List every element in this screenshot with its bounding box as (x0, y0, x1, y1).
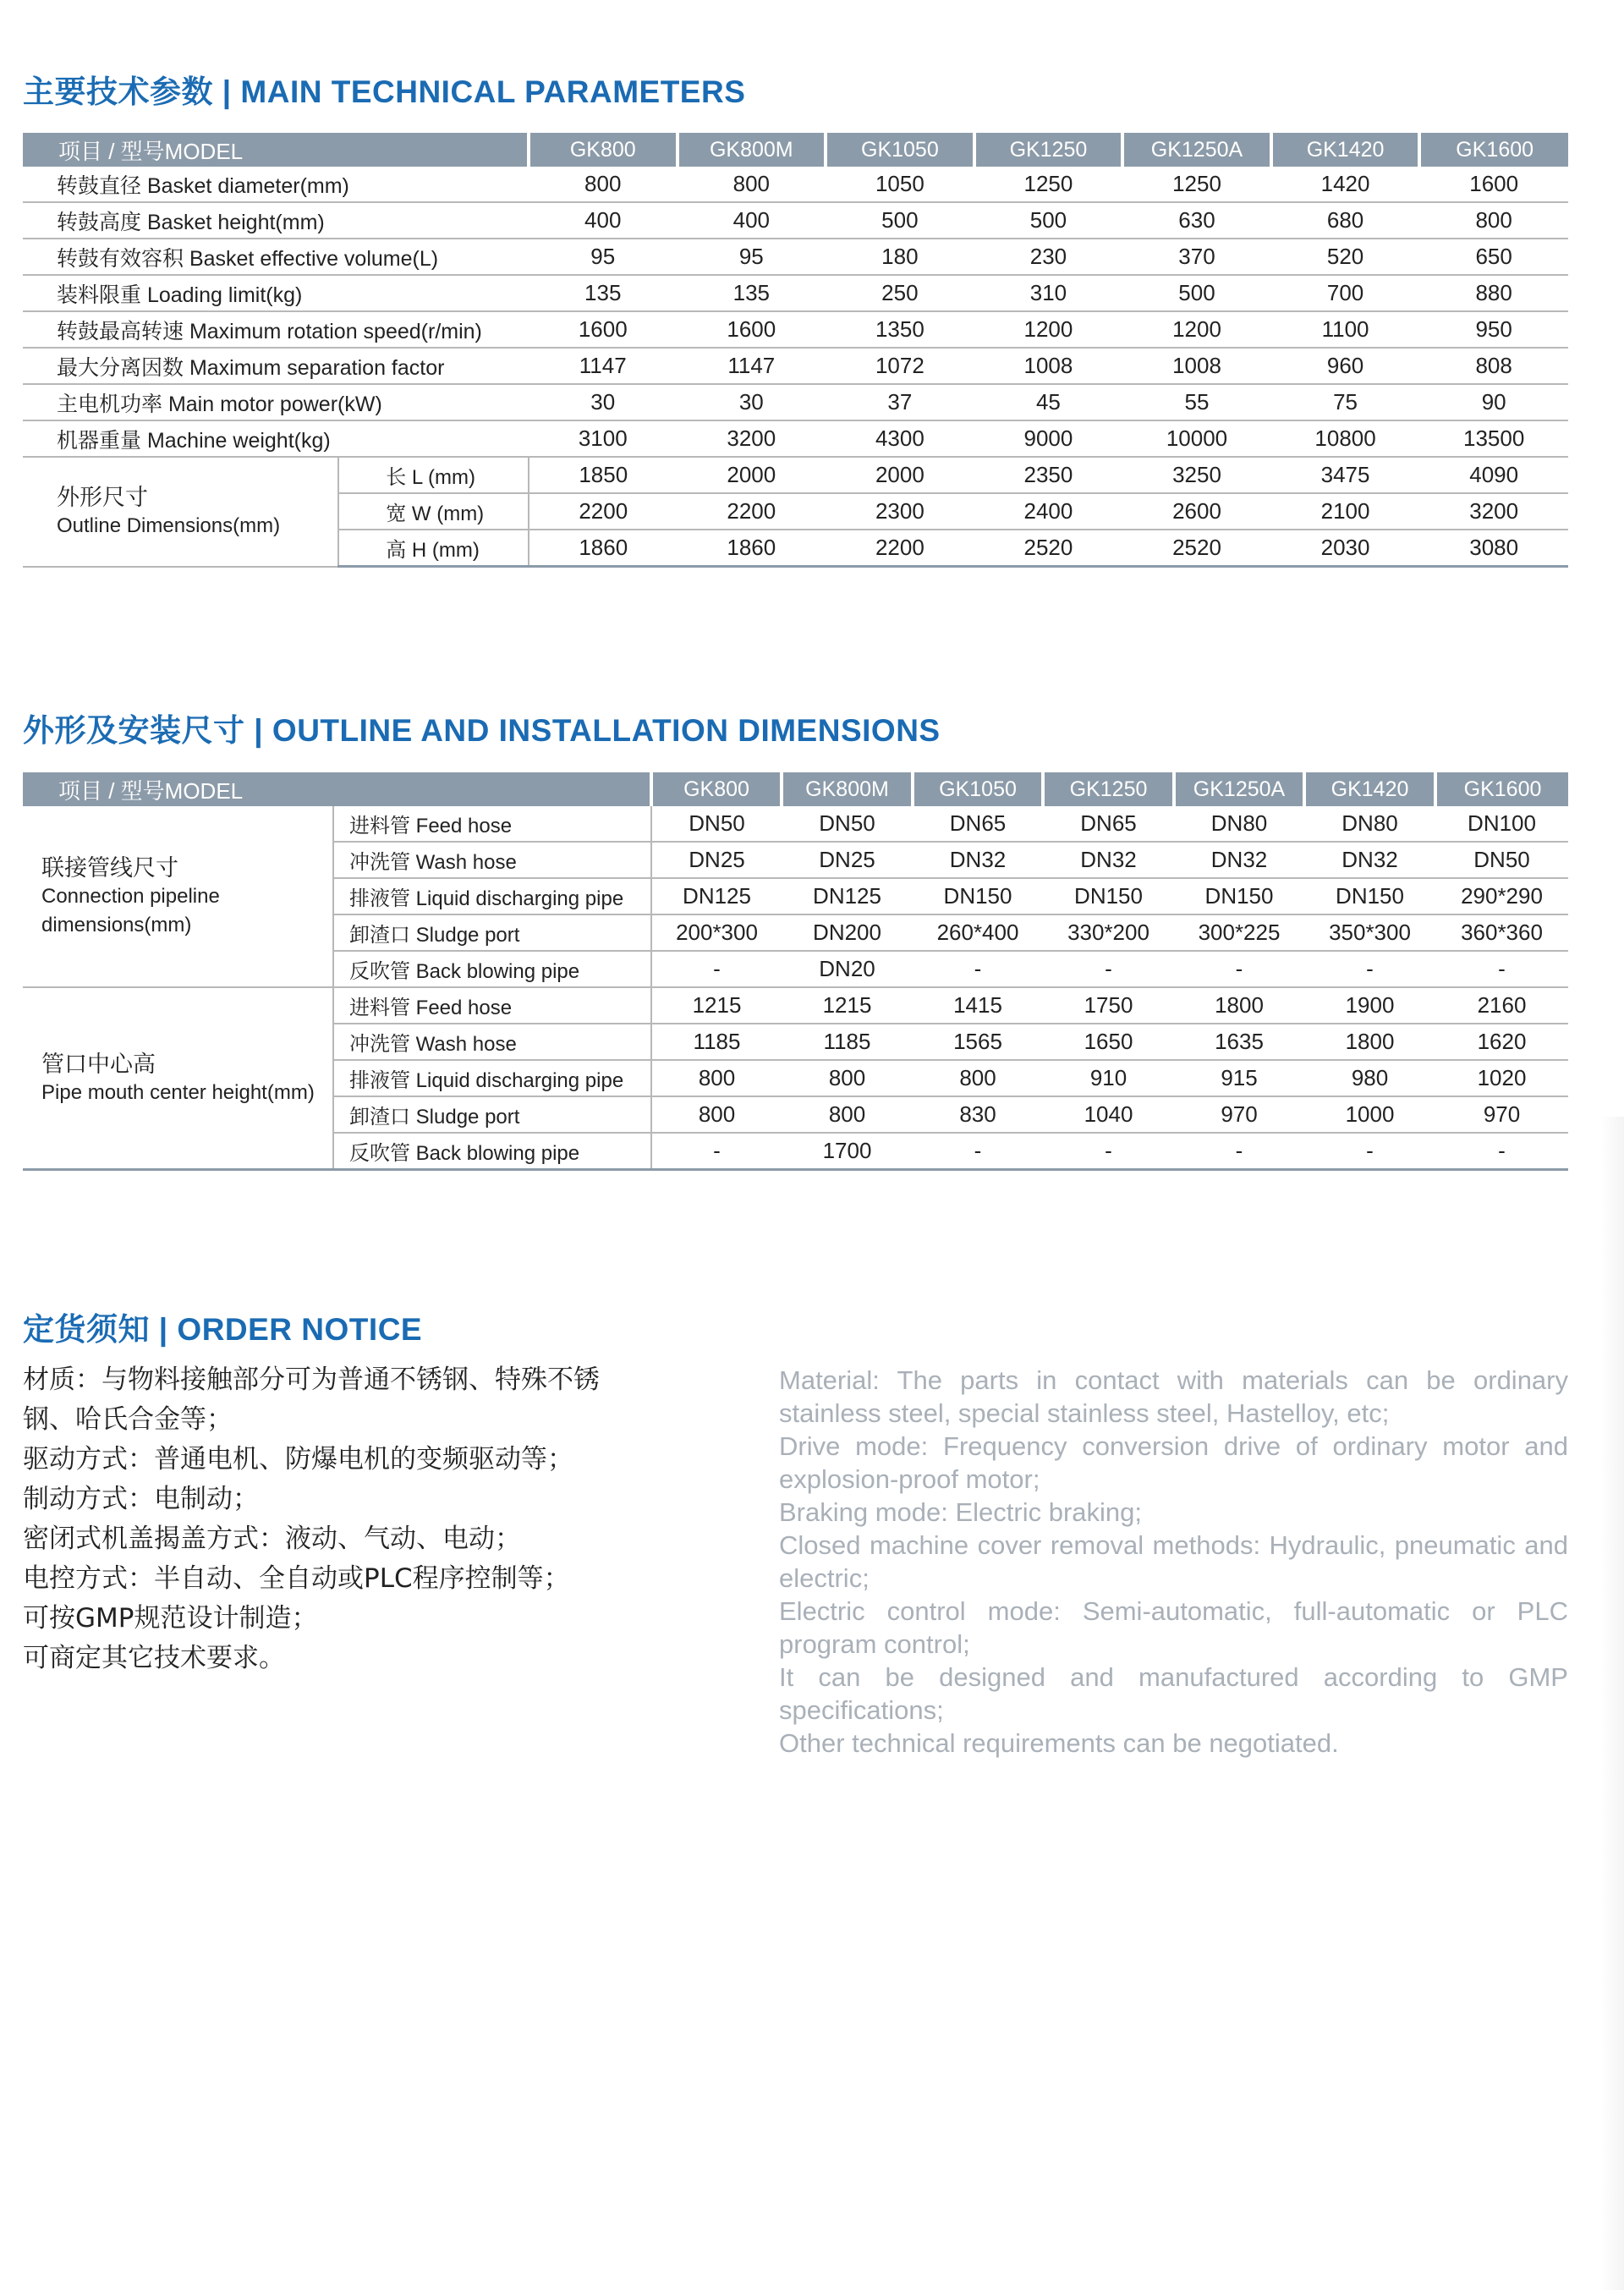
order-notice-english (779, 1364, 1568, 1760)
cell-value: 310 (974, 275, 1123, 311)
cell-value: 290*290 (1435, 878, 1568, 914)
cell-value: DN65 (1043, 806, 1174, 842)
cell-value: - (1174, 951, 1304, 987)
cell-value: 2350 (974, 457, 1123, 493)
table-row (23, 806, 1568, 842)
header-model: GK800 (529, 133, 678, 167)
cell-value: DN80 (1174, 806, 1304, 842)
cell-value: 2600 (1122, 493, 1271, 530)
sub-row-label: 进料管 Feed hose (333, 806, 651, 842)
cell-value: 2100 (1271, 493, 1420, 530)
cell-value: 30 (678, 384, 826, 420)
order-notice-chinese (23, 1360, 666, 1678)
cell-value: 1215 (651, 987, 782, 1024)
table-row (23, 202, 1568, 239)
cell-value: 3100 (529, 420, 678, 457)
sub-row-label: 进料管 Feed hose (333, 987, 651, 1024)
cell-value: 1800 (1304, 1024, 1435, 1060)
cell-value: 9000 (974, 420, 1123, 457)
cell-value: 180 (826, 239, 974, 275)
cell-value: DN150 (1174, 878, 1304, 914)
cell-value: 950 (1419, 311, 1568, 348)
sub-row-label: 高 H (mm) (338, 530, 529, 567)
cell-value: 1008 (1122, 348, 1271, 384)
cell-value: 3475 (1271, 457, 1420, 493)
cell-value: 800 (529, 167, 678, 202)
sub-row-label: 宽 W (mm) (338, 493, 529, 530)
cell-value: 500 (1122, 275, 1271, 311)
cell-value: DN200 (782, 914, 913, 951)
cell-value: DN100 (1435, 806, 1568, 842)
cell-value: 1650 (1043, 1024, 1174, 1060)
notice-line-cn: 可商定其它技术要求。 (23, 1643, 285, 1673)
cell-value: - (913, 1133, 1043, 1170)
cell-value: 1147 (529, 348, 678, 384)
table-header-row (23, 133, 1568, 167)
row-label: 转鼓最高转速 Maximum rotation speed(r/min) (23, 311, 529, 348)
cell-value: 1050 (826, 167, 974, 202)
cell-value: 1350 (826, 311, 974, 348)
cell-value: 880 (1419, 275, 1568, 311)
cell-value: - (1174, 1133, 1304, 1170)
group-label-cn: 管口中心高 (41, 1051, 156, 1077)
cell-value: 30 (529, 384, 678, 420)
group-label-en: Pipe mouth center height(mm) (41, 1080, 315, 1104)
main-parameters-table (23, 133, 1568, 568)
table-row (23, 311, 1568, 348)
notice-line-cn: 驱动方式：普通电机、防爆电机的变频驱动等； (23, 1444, 573, 1474)
cell-value: DN125 (651, 878, 782, 914)
group-label-en: Connection pipeline (41, 884, 220, 908)
cell-value: 2000 (678, 457, 826, 493)
cell-value: 1860 (529, 530, 678, 567)
cell-value: 1200 (974, 311, 1123, 348)
pipe-group-label (23, 806, 333, 987)
group-label-en: dimensions(mm) (41, 913, 192, 936)
cell-value: 970 (1435, 1096, 1568, 1133)
cell-value: 45 (974, 384, 1123, 420)
cell-value: - (1043, 1133, 1174, 1170)
cell-value: 1147 (678, 348, 826, 384)
cell-value: 800 (782, 1060, 913, 1096)
cell-value: DN25 (651, 842, 782, 878)
cell-value: DN150 (1304, 878, 1435, 914)
cell-value: DN65 (913, 806, 1043, 842)
table-row (23, 987, 1568, 1024)
group-label-cn: 外形尺寸 (57, 484, 148, 510)
cell-value: 3200 (1419, 493, 1568, 530)
cell-value: 1250 (974, 167, 1123, 202)
cell-value: 500 (826, 202, 974, 239)
cell-value: 400 (678, 202, 826, 239)
cell-value: 135 (678, 275, 826, 311)
sub-row-label: 冲洗管 Wash hose (333, 842, 651, 878)
header-model: GK1250A (1174, 772, 1304, 806)
cell-value: 4090 (1419, 457, 1568, 493)
table-row (23, 420, 1568, 457)
header-model: GK1600 (1419, 133, 1568, 167)
cell-value: 260*400 (913, 914, 1043, 951)
notice-line-en: Electric control mode: Semi-automatic, full-automatic or PLC program control; (779, 1596, 1568, 1659)
header-model: GK1250 (974, 133, 1123, 167)
cell-value: 37 (826, 384, 974, 420)
cell-value: DN32 (913, 842, 1043, 878)
header-model: GK800M (678, 133, 826, 167)
cell-value: 330*200 (1043, 914, 1174, 951)
cell-value: 800 (678, 167, 826, 202)
cell-value: 350*300 (1304, 914, 1435, 951)
header-model: GK1600 (1435, 772, 1568, 806)
row-label: 主电机功率 Main motor power(kW) (23, 384, 529, 420)
header-model: GK800M (782, 772, 913, 806)
cell-value: 680 (1271, 202, 1420, 239)
cell-value: 2000 (826, 457, 974, 493)
cell-value: 1250 (1122, 167, 1271, 202)
cell-value: DN20 (782, 951, 913, 987)
cell-value: DN32 (1043, 842, 1174, 878)
notice-line-cn: 密闭式机盖揭盖方式：液动、气动、电动； (23, 1524, 521, 1554)
table-row (23, 348, 1568, 384)
table-row (23, 457, 1568, 493)
cell-value: 400 (529, 202, 678, 239)
main-parameters-body (23, 167, 1568, 567)
notice-line-cn: 制动方式：电制动； (23, 1484, 259, 1514)
row-label: 转鼓有效容积 Basket effective volume(L) (23, 239, 529, 275)
cell-value: 10000 (1122, 420, 1271, 457)
outline-installation-title: 外形及安装尺寸 | OUTLINE AND INSTALLATION DIMENSIONS (23, 713, 941, 748)
cell-value: 915 (1174, 1060, 1304, 1096)
cell-value: 1850 (529, 457, 678, 493)
header-model-label: 项目 / 型号MODEL (23, 133, 529, 167)
cell-value: DN50 (651, 806, 782, 842)
notice-line-en: Other technical requirements can be negotiated. (779, 1728, 1339, 1758)
cell-value: 90 (1419, 384, 1568, 420)
cell-value: 800 (782, 1096, 913, 1133)
table-row (23, 384, 1568, 420)
sub-row-label: 排液管 Liquid discharging pipe (333, 1060, 651, 1096)
cell-value: 1020 (1435, 1060, 1568, 1096)
cell-value: - (1435, 1133, 1568, 1170)
cell-value: 1185 (782, 1024, 913, 1060)
group-label-en: Outline Dimensions(mm) (57, 513, 281, 537)
cell-value: 800 (1419, 202, 1568, 239)
cell-value: 95 (678, 239, 826, 275)
cell-value: 370 (1122, 239, 1271, 275)
cell-value: 2300 (826, 493, 974, 530)
cell-value: DN32 (1304, 842, 1435, 878)
row-label: 机器重量 Machine weight(kg) (23, 420, 529, 457)
cell-value: DN150 (1043, 878, 1174, 914)
cell-value: 500 (974, 202, 1123, 239)
sub-row-label: 卸渣口 Sludge port (333, 1096, 651, 1133)
table-row (23, 167, 1568, 202)
cell-value: 250 (826, 275, 974, 311)
cell-value: 1420 (1271, 167, 1420, 202)
cell-value: DN125 (782, 878, 913, 914)
row-label: 转鼓高度 Basket height(mm) (23, 202, 529, 239)
cell-value: 200*300 (651, 914, 782, 951)
outline-dimensions-group (23, 457, 338, 567)
cell-value: 135 (529, 275, 678, 311)
cell-value: - (913, 951, 1043, 987)
notice-line-en: Closed machine cover removal methods: Hydraulic, pneumatic and electric; (779, 1530, 1568, 1593)
cell-value: 2160 (1435, 987, 1568, 1024)
cell-value: 55 (1122, 384, 1271, 420)
cell-value: - (1043, 951, 1174, 987)
header-model: GK1420 (1304, 772, 1435, 806)
cell-value: 1008 (974, 348, 1123, 384)
notice-line-en: It can be designed and manufactured according to GMP specifications; (779, 1662, 1568, 1725)
sub-row-label: 排液管 Liquid discharging pipe (333, 878, 651, 914)
cell-value: 1100 (1271, 311, 1420, 348)
cell-value: 1565 (913, 1024, 1043, 1060)
table-row (23, 275, 1568, 311)
group-label-cn: 联接管线尺寸 (41, 854, 178, 881)
cell-value: 1620 (1435, 1024, 1568, 1060)
cell-value: 910 (1043, 1060, 1174, 1096)
cell-value: 980 (1304, 1060, 1435, 1096)
sub-row-label: 反吹管 Back blowing pipe (333, 1133, 651, 1170)
cell-value: 360*360 (1435, 914, 1568, 951)
cell-value: 800 (651, 1060, 782, 1096)
cell-value: 300*225 (1174, 914, 1304, 951)
cell-value: 2520 (1122, 530, 1271, 567)
cell-value: 700 (1271, 275, 1420, 311)
header-model: GK1250A (1122, 133, 1271, 167)
header-model: GK1250 (1043, 772, 1174, 806)
cell-value: DN32 (1174, 842, 1304, 878)
outline-installation-table (23, 772, 1568, 1171)
cell-value: 2520 (974, 530, 1123, 567)
sub-row-label: 长 L (mm) (338, 457, 529, 493)
cell-value: 1900 (1304, 987, 1435, 1024)
notice-line-en: Braking mode: Electric braking; (779, 1497, 1143, 1527)
cell-value: 3250 (1122, 457, 1271, 493)
cell-value: - (1304, 951, 1435, 987)
cell-value: 1415 (913, 987, 1043, 1024)
header-model-label: 项目 / 型号MODEL (23, 772, 651, 806)
cell-value: 1635 (1174, 1024, 1304, 1060)
cell-value: 1000 (1304, 1096, 1435, 1133)
cell-value: 650 (1419, 239, 1568, 275)
sub-row-label: 反吹管 Back blowing pipe (333, 951, 651, 987)
cell-value: 230 (974, 239, 1123, 275)
cell-value: 2400 (974, 493, 1123, 530)
cell-value: 630 (1122, 202, 1271, 239)
notice-line-cn: 可按GMP规范设计制造； (23, 1603, 318, 1634)
cell-value: DN80 (1304, 806, 1435, 842)
sub-row-label: 冲洗管 Wash hose (333, 1024, 651, 1060)
cell-value: 1700 (782, 1133, 913, 1170)
cell-value: 2030 (1271, 530, 1420, 567)
header-model: GK800 (651, 772, 782, 806)
outline-installation-body (23, 806, 1568, 1170)
cell-value: 4300 (826, 420, 974, 457)
cell-value: 1200 (1122, 311, 1271, 348)
cell-value: 1600 (678, 311, 826, 348)
cell-value: 1860 (678, 530, 826, 567)
notice-line-cn: 材质：与物料接触部分可为普通不锈钢、特殊不锈 (23, 1365, 600, 1395)
row-label: 最大分离因数 Maximum separation factor (23, 348, 529, 384)
cell-value: DN50 (782, 806, 913, 842)
cell-value: 1800 (1174, 987, 1304, 1024)
table-row (23, 239, 1568, 275)
order-notice-title: 定货须知 | ORDER NOTICE (23, 1312, 423, 1347)
cell-value: 95 (529, 239, 678, 275)
cell-value: 1215 (782, 987, 913, 1024)
cell-value: 970 (1174, 1096, 1304, 1133)
cell-value: 808 (1419, 348, 1568, 384)
cell-value: DN25 (782, 842, 913, 878)
cell-value: 1040 (1043, 1096, 1174, 1133)
cell-value: 13500 (1419, 420, 1568, 457)
notice-line-en: Drive mode: Frequency conversion drive of ordinary motor and explosion-proof motor; (779, 1431, 1568, 1494)
cell-value: 2200 (529, 493, 678, 530)
cell-value: 520 (1271, 239, 1420, 275)
cell-value: 3200 (678, 420, 826, 457)
cell-value: - (1304, 1133, 1435, 1170)
cell-value: 960 (1271, 348, 1420, 384)
cell-value: 830 (913, 1096, 1043, 1133)
notice-line-en: Material: The parts in contact with materials can be ordinary stainless steel, special stainless steel, Hastelloy, etc; (779, 1365, 1568, 1428)
row-label: 转鼓直径 Basket diameter(mm) (23, 167, 529, 202)
cell-value: 1600 (529, 311, 678, 348)
header-model: GK1050 (826, 133, 974, 167)
page-edge-shadow (1600, 1117, 1624, 2290)
cell-value: 75 (1271, 384, 1420, 420)
notice-line-cn: 钢、哈氏合金等； (23, 1404, 233, 1435)
cell-value: 1185 (651, 1024, 782, 1060)
cell-value: - (651, 1133, 782, 1170)
cell-value: 2200 (826, 530, 974, 567)
notice-line-cn: 电控方式：半自动、全自动或PLC程序控制等； (23, 1563, 570, 1594)
sub-row-label: 卸渣口 Sludge port (333, 914, 651, 951)
cell-value: 800 (651, 1096, 782, 1133)
header-model: GK1420 (1271, 133, 1420, 167)
cell-value: - (651, 951, 782, 987)
cell-value: DN50 (1435, 842, 1568, 878)
header-model: GK1050 (913, 772, 1043, 806)
cell-value: 800 (913, 1060, 1043, 1096)
table-header-row (23, 772, 1568, 806)
cell-value: - (1435, 951, 1568, 987)
cell-value: DN150 (913, 878, 1043, 914)
row-label: 装料限重 Loading limit(kg) (23, 275, 529, 311)
cell-value: 2200 (678, 493, 826, 530)
cell-value: 10800 (1271, 420, 1420, 457)
cell-value: 1750 (1043, 987, 1174, 1024)
main-parameters-title: 主要技术参数 | MAIN TECHNICAL PARAMETERS (23, 74, 746, 109)
pipe-group-label (23, 987, 333, 1170)
cell-value: 1600 (1419, 167, 1568, 202)
cell-value: 1072 (826, 348, 974, 384)
cell-value: 3080 (1419, 530, 1568, 567)
